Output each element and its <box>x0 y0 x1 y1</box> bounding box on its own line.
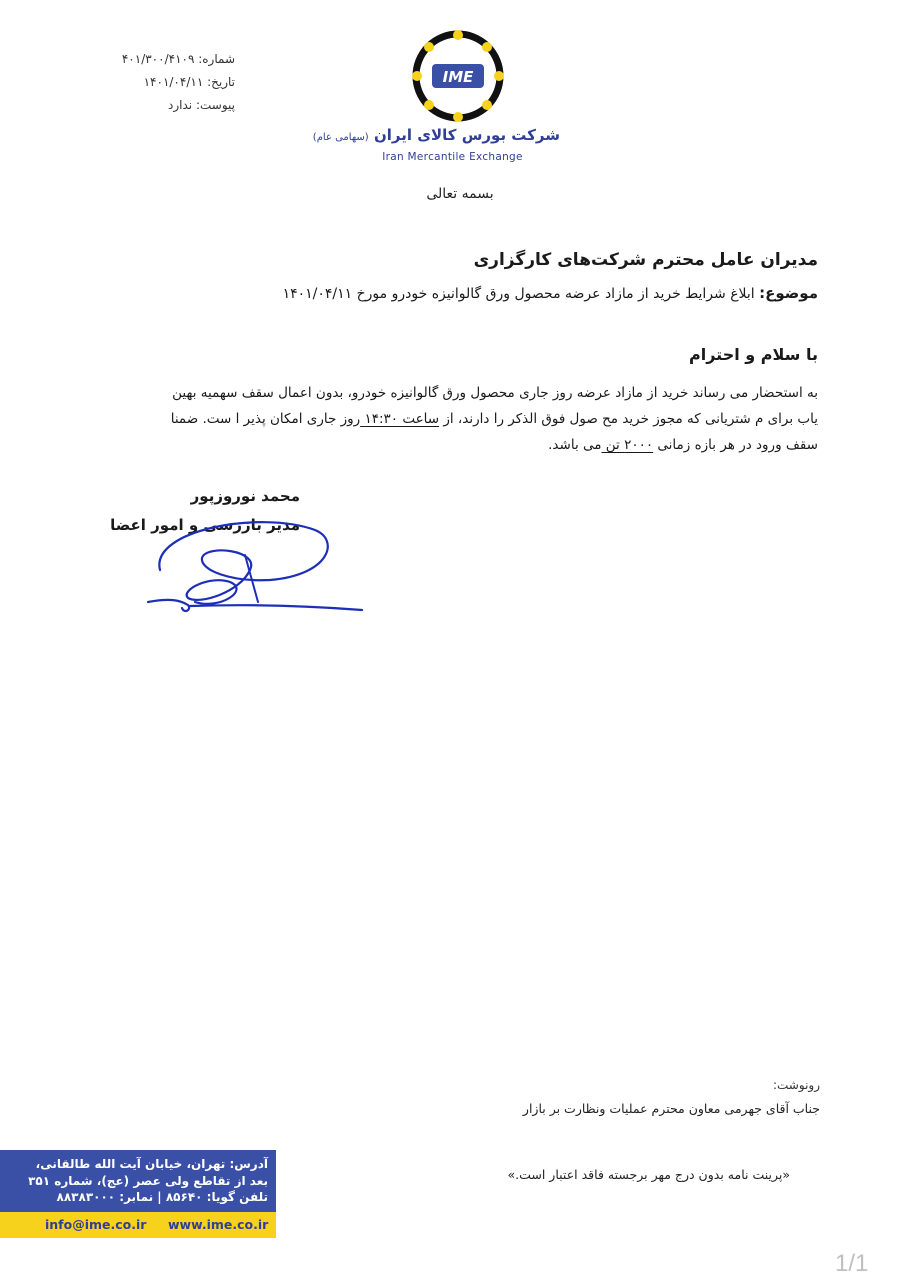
copies-text: جناب آقای جهرمی معاون محترم عملیات ونظارت بر بازار <box>522 1101 820 1116</box>
signer-title: مدیر بازرسی و امور اعضا <box>110 516 300 534</box>
signer-name: محمد نوروزپور <box>190 487 300 505</box>
greeting: با سلام و احترام <box>689 345 818 364</box>
validity-notice: «پرینت نامه بدون درج مهر برجسته فاقد اعتبار است.» <box>507 1167 790 1182</box>
recipient: مدیران عامل محترم شرکت‌های کارگزاری <box>473 250 818 270</box>
body-line-2: یاب برای م شتریانی که مجوز خرید مح صول فوق الذکر را دارند، از ساعت ۱۴:۳۰ روز جاری امکان پذیر ا ست. ضمنا <box>170 411 818 427</box>
subject-text: ابلاغ شرایط خرید از مازاد عرضه محصول ورق گالوانیزه خودرو مورخ ۱۴۰۱/۰۴/۱۱ <box>282 286 755 302</box>
footer-contact-box <box>0 1150 276 1238</box>
subject-label: موضوع: <box>759 284 818 302</box>
logo-text: IME <box>442 68 474 86</box>
letter-number: شماره: ۴۰۱/۳۰۰/۴۱۰۹ <box>121 52 235 66</box>
footer-address-line-1: آدرس: تهران، خیابان آیت الله طالقانی، <box>35 1157 268 1171</box>
subject-line <box>198 284 818 302</box>
ime-logo <box>412 30 504 122</box>
footer-address-line-2: بعد از تقاطع ولی عصر (عج)، شماره ۳۵۱ <box>28 1173 268 1188</box>
body-line-3: سقف ورود در هر بازه زمانی ۲۰۰۰ تن می باشد. <box>548 437 818 453</box>
basmala: بسمه تعالی <box>426 186 494 202</box>
handwritten-signature <box>140 510 370 620</box>
footer-web-block <box>0 1212 276 1238</box>
footer-phone-line: تلفن گویا: ۸۵۶۴۰ | نمابر: ۸۸۳۸۳۰۰۰ <box>56 1190 268 1204</box>
letter-date: تاریخ: ۱۴۰۱/۰۴/۱۱ <box>143 75 235 89</box>
company-name-fa: شرکت بورس کالای ایران (سهامی عام) <box>312 126 560 144</box>
footer-website: www.ime.co.ir <box>168 1217 269 1232</box>
letter-body <box>103 380 818 458</box>
footer-address-block <box>0 1150 276 1212</box>
letter-meta <box>105 48 235 117</box>
footer-email: info@ime.co.ir <box>45 1217 147 1232</box>
copies-label: رونوشت: <box>772 1078 820 1092</box>
body-line-1: به استحضار می رساند خرید از مازاد عرضه روز جاری محصول ورق گالوانیزه خودرو، بدون اعمال سقف سهمیه بهین <box>172 385 818 401</box>
page-indicator: 1/1 <box>835 1250 869 1277</box>
letter-attachment: پیوست: ندارد <box>168 98 235 112</box>
company-name-en: Iran Mercantile Exchange <box>382 151 523 163</box>
